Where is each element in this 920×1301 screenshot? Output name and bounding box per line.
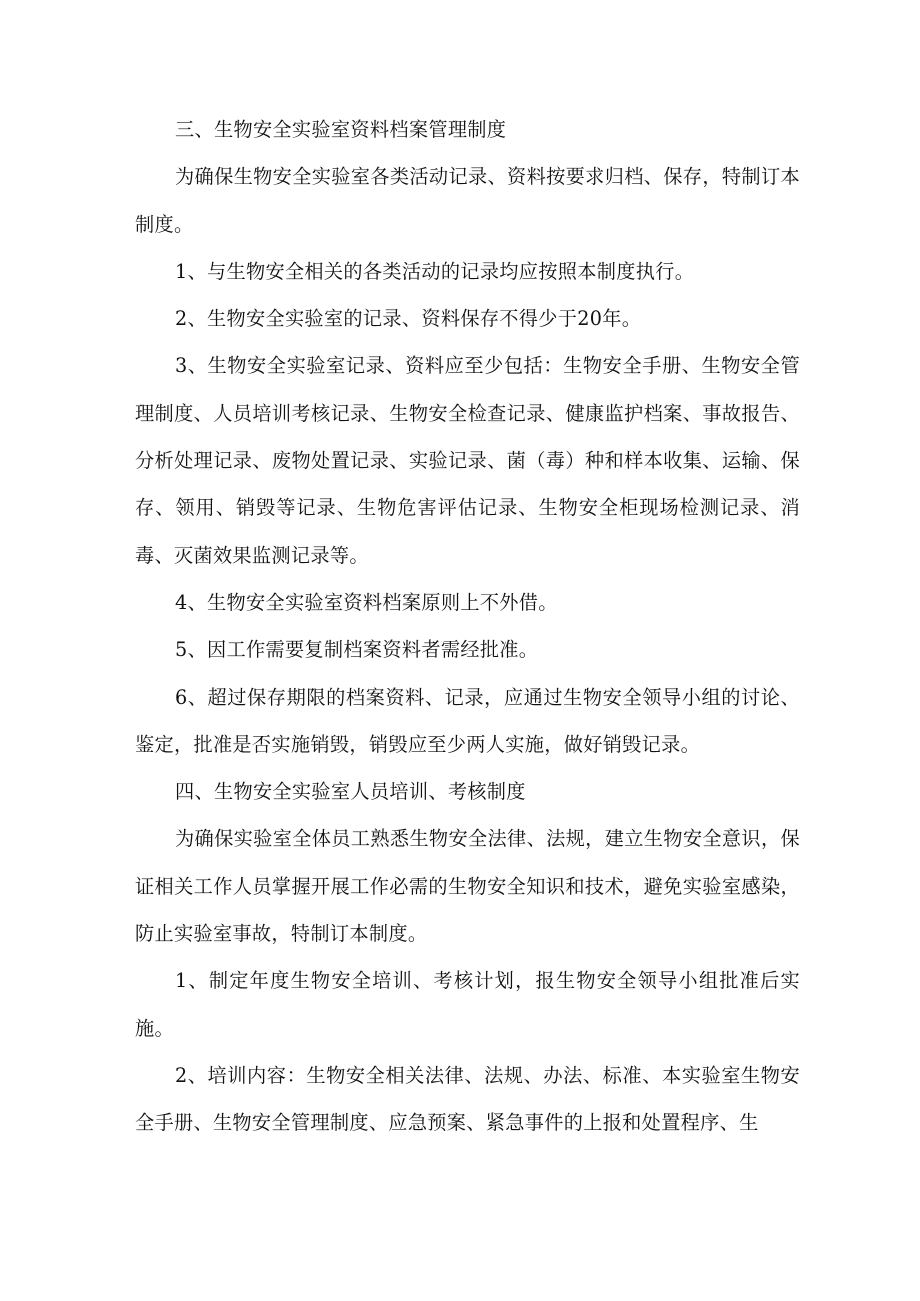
paragraph-archive-item-4: 4、生物安全实验室资料档案原则上不外借。 (175, 590, 558, 614)
paragraph-archive-item-3: 3、生物安全实验室记录、资料应至少包括：生物安全手册、生物安全管理制度、人员培训考核记录、生物安全检查记录、健康监护档案、事故报告、分析处理记录、废物处置记录、实验记录、菌（毒）种和样本收集、运输、保存、领用、销毁等记录、生物危害评估记录、生物安全柜现场检测记录、消毒、灭菌效果监测记录等。 (135, 354, 800, 567)
paragraph-archive-item-5: 5、因工作需要复制档案资料者需经批准。 (175, 638, 539, 662)
paragraph-archive-item-2: 2、生物安全实验室的记录、资料保存不得少于20年。 (175, 307, 642, 331)
paragraph-training-purpose: 为确保实验室全体员工熟悉生物安全法律、法规，建立生物安全意识，保证相关工作人员掌握开展工作必需的生物安全知识和技术，避免实验室感染，防止实验室事故，特制订本制度。 (135, 827, 800, 946)
document-body (135, 106, 800, 1147)
paragraph-archive-purpose: 为确保生物安全实验室各类活动记录、资料按要求归档、保存，特制订本制度。 (135, 165, 800, 236)
paragraph-training-item-2: 2、培训内容：生物安全相关法律、法规、办法、标准、本实验室生物安全手册、生物安全管理制度、应急预案、紧急事件的上报和处置程序、生 (135, 1063, 800, 1135)
paragraph-training-item-1: 1、制定年度生物安全培训、考核计划，报生物安全领导小组批准后实施。 (135, 969, 800, 1040)
paragraph-archive-item-6: 6、超过保存期限的档案资料、记录，应通过生物安全领导小组的讨论、鉴定，批准是否实施销毁，销毁应至少两人实施，做好销毁记录。 (135, 685, 800, 756)
section-heading-archive-management: 三、生物安全实验室资料档案管理制度 (175, 118, 507, 141)
paragraph-archive-item-1: 1、与生物安全相关的各类活动的记录均应按照本制度执行。 (175, 259, 695, 283)
section-heading-training-assessment: 四、生物安全实验室人员培训、考核制度 (175, 780, 526, 804)
